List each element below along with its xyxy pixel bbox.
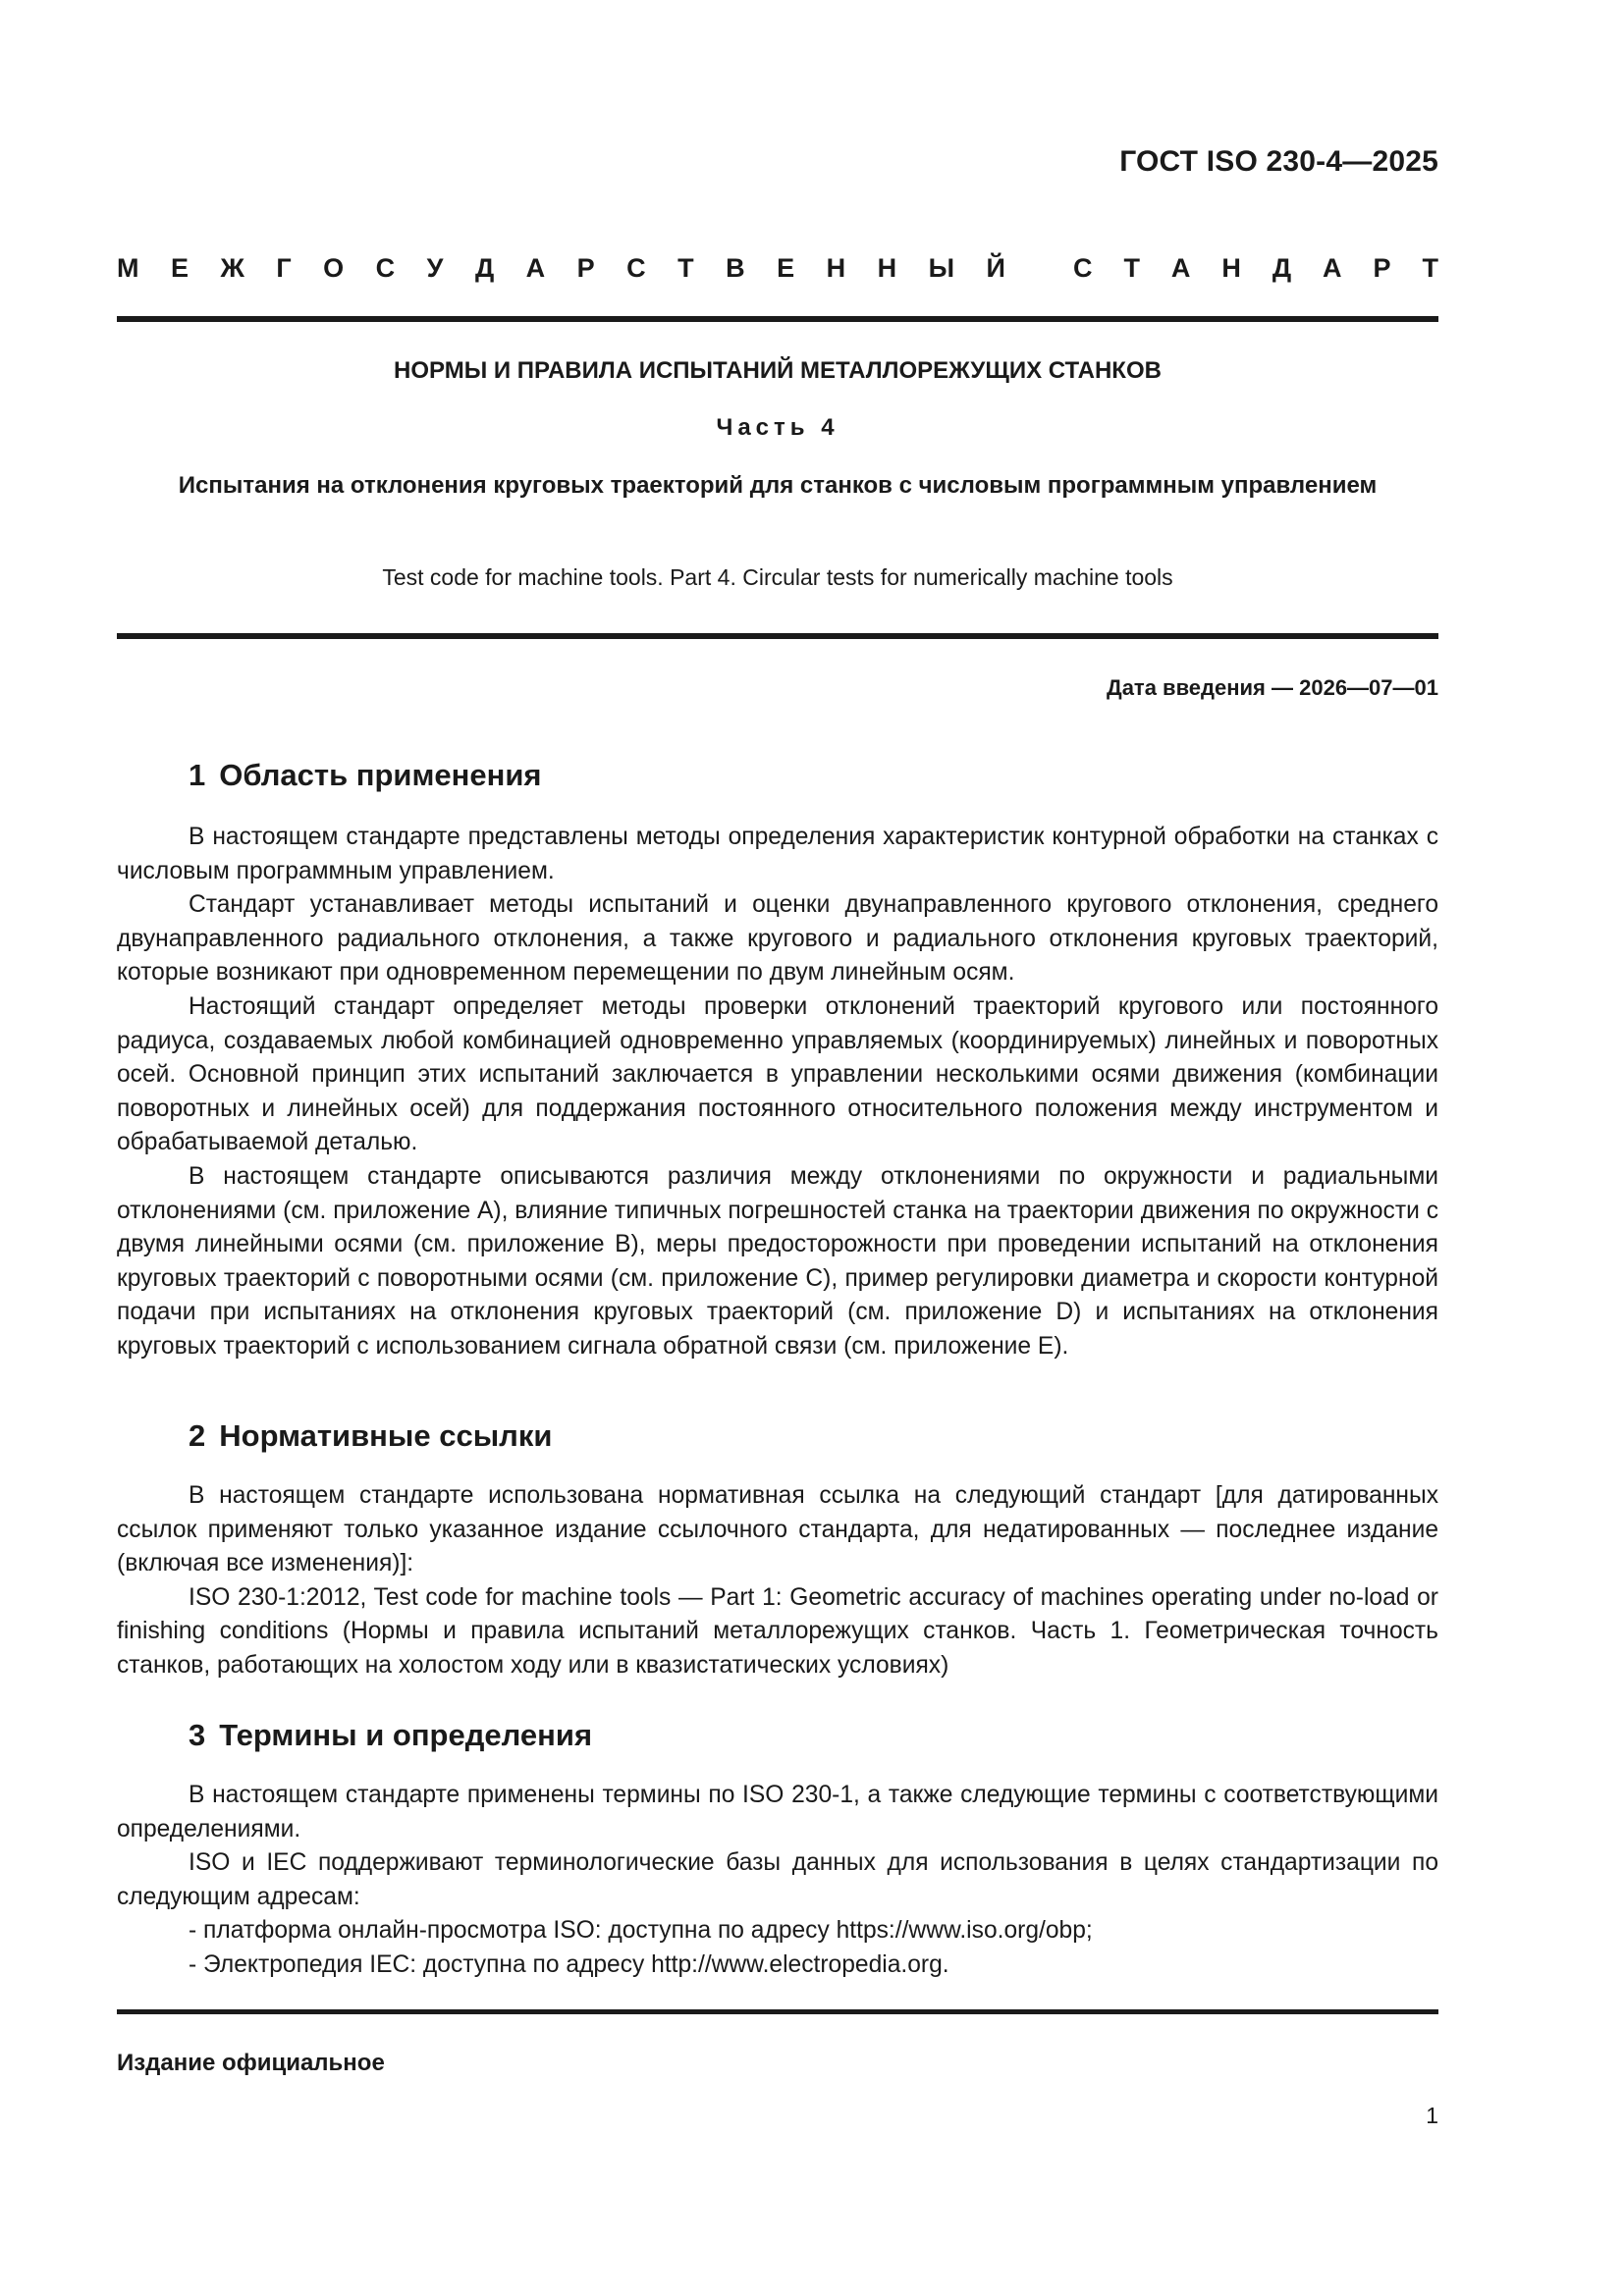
section-heading-scope [189, 758, 542, 793]
footer-divider [117, 2009, 1438, 2014]
banner-letter: С [1073, 253, 1093, 283]
section-number: 1 [189, 758, 206, 792]
header-divider-top [117, 316, 1438, 322]
official-edition-label: Издание официальное [117, 2050, 385, 2076]
banner-letter: Т [1422, 253, 1438, 283]
list-item: - платформа онлайн-просмотра ISO: доступна по адресу https://www.iso.org/obp; [189, 1917, 1093, 1945]
banner-letter: О [323, 253, 345, 283]
banner-letter: Е [170, 253, 189, 283]
banner-letter: Г [276, 253, 292, 283]
document-part-label: Часть 4 [716, 414, 839, 441]
section-body-scope [117, 821, 1438, 1364]
interstate-standard-banner [117, 253, 1438, 284]
banner-letter: Н [1221, 253, 1241, 283]
paragraph: В настоящем стандарте использована нормативная ссылка на следующий стандарт [для датированных ссылок применяют только указанное издание ссылочного стандарта, для недатированных — последнее издание (включая все изменения)]: [117, 1482, 1438, 1577]
banner-letter: Ы [928, 253, 955, 283]
title-divider-bottom [117, 633, 1438, 639]
banner-letter: А [1170, 253, 1191, 283]
banner-letter: Т [1123, 253, 1140, 283]
banner-word-interstate [117, 253, 1005, 284]
paragraph: В настоящем стандарте применены термины по ISO 230-1, а также следующие термины с соответствующими определениями. [117, 1782, 1438, 1842]
section-body-terms-definitions [117, 1779, 1438, 1983]
banner-letter: А [1323, 253, 1342, 283]
document-subtitle: Испытания на отклонения круговых траекторий для станков с числовым программным управлением [178, 472, 1378, 499]
banner-letter: С [626, 253, 646, 283]
paragraph: ISO 230-1:2012, Test code for machine tools — Part 1: Geometric accuracy of machines operating under no-load or finishing conditions (Нормы и правила испытаний металлорежущих станков. Часть 1. Геометрическая точность станков, работающих на холостом ходу или в квазистатических условиях) [117, 1583, 1438, 1679]
document-number: ГОСТ ISO 230-4—2025 [1119, 145, 1438, 178]
banner-letter: Р [576, 253, 595, 283]
section-number: 2 [189, 1418, 206, 1453]
paragraph: В настоящем стандарте описываются различия между отклонениями по окружности и радиальными отклонениями (см. приложение А), влияние типичных погрешностей станка на траектории движения по окружности с двумя линейными осями (см. приложение В), меры предосторожности при проведении испытаний на отклонения круговых траекторий с поворотными осями (см. приложение С), пример регулировки диаметра и скорости контурной подачи при испытаниях на отклонения круговых траекторий (см. приложение D) и испытаниях на отклонения круговых траекторий с использованием сигнала обратной связи (см. приложение Е). [117, 1162, 1438, 1360]
introduction-date: Дата введения — 2026—07—01 [1107, 675, 1438, 700]
document-english-title: Test code for machine tools. Part 4. Circular tests for numerically machine tools [382, 564, 1173, 590]
banner-letter: С [375, 253, 396, 283]
section-number: 3 [189, 1718, 206, 1752]
banner-word-standard [1073, 253, 1438, 284]
document-main-title: НОРМЫ И ПРАВИЛА ИСПЫТАНИЙ МЕТАЛЛОРЕЖУЩИХ СТАНКОВ [394, 357, 1162, 384]
banner-letter: Д [1272, 253, 1292, 283]
banner-letter: Н [826, 253, 846, 283]
section-title: Нормативные ссылки [219, 1418, 553, 1453]
section-title: Термины и определения [219, 1718, 593, 1752]
paragraph: ISO и IEC поддерживают терминологические базы данных для использования в целях стандартизации по следующим адресам: [117, 1849, 1438, 1910]
banner-letter: Р [1373, 253, 1391, 283]
section-heading-terms-definitions [189, 1718, 592, 1753]
banner-letter: Т [677, 253, 694, 283]
banner-letter: У [426, 253, 444, 283]
section-body-normative-references [117, 1479, 1438, 1683]
section-heading-normative-references [189, 1418, 552, 1454]
banner-letter: М [117, 253, 139, 283]
paragraph: В настоящем стандарте представлены методы определения характеристик контурной обработки на станках с числовым программным управлением. [117, 824, 1438, 884]
document-page [117, 0, 1438, 2296]
banner-letter: В [726, 253, 745, 283]
section-title: Область применения [219, 758, 542, 792]
page-number: 1 [1426, 2103, 1438, 2128]
banner-letter: Д [474, 253, 495, 283]
banner-letter: А [525, 253, 546, 283]
paragraph: Настоящий стандарт определяет методы проверки отклонений траекторий кругового или постоянного радиуса, создаваемых любой комбинацией одновременно управляемых (координируемых) линейных и поворотных осей. Основной принцип этих испытаний заключается в управлении несколькими осями движения (комбинации поворотных и линейных осей) для поддержания постоянного относительного положения между инструментом и обрабатываемой деталью. [117, 992, 1438, 1156]
banner-letter: Ж [220, 253, 244, 283]
banner-letter: Е [777, 253, 795, 283]
banner-letter: Н [877, 253, 897, 283]
banner-letter: Й [986, 253, 1005, 283]
list-item: - Электропедия IEC: доступна по адресу http://www.electropedia.org. [189, 1950, 949, 1978]
paragraph: Стандарт устанавливает методы испытаний и оценки двунаправленного кругового отклонения, среднего двунаправленного радиального отклонения, а также кругового и радиального отклонения круговых траекторий, которые возникают при одновременном перемещении по двум линейным осям. [117, 891, 1438, 987]
